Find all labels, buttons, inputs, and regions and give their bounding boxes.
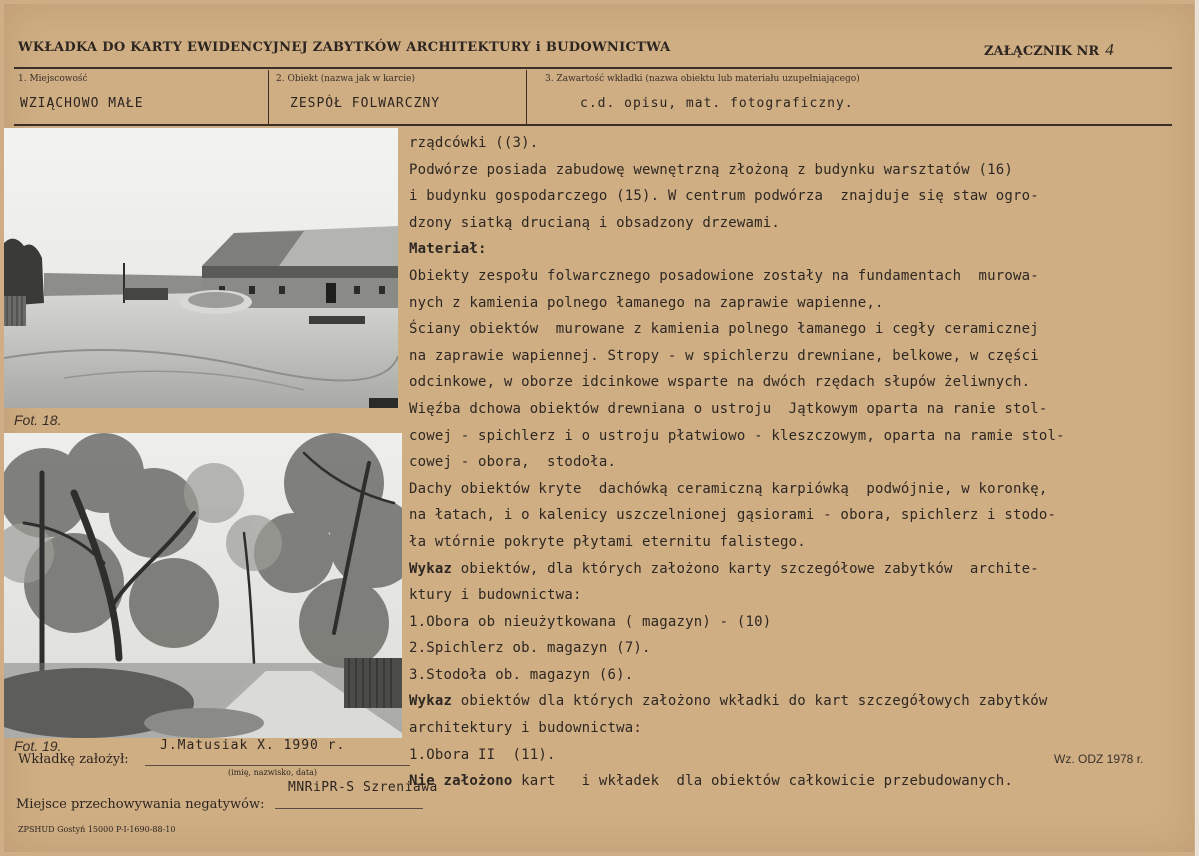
annex-label-text: ZAŁĄCZNIK NR [984,44,1100,59]
text-line-content: na łatach, i o kalenicy uszczelnionej gąsiorami - obora, spichlerz i stodo- [409,507,1057,524]
text-line-content: Ściany obiektów murowane z kamienia polnego łamanego i cegły ceramicznej [409,321,1039,338]
description-text [409,130,1179,795]
annex-label [984,40,1114,60]
text-line [409,688,1179,715]
text-line [409,290,1179,317]
text-line-content: kart i wkładek dla obiektów całkowicie przebudowanych. [512,773,1014,790]
text-line-content: i budynku gospodarczego (15). W centrum podwórza znajduje się staw ogro- [409,188,1039,205]
text-line-content: Podwórze posiada zabudowę wewnętrzną złożoną z budynku warsztatów (16) [409,161,1014,178]
text-line-content: cowej - obora, stodoła. [409,454,617,471]
text-line [409,343,1179,370]
text-line [409,529,1179,556]
text-line-content: Więźba dchowa obiektów drewniana o ustroju Jątkowym oparta na ranie stol- [409,400,1048,417]
form-stamp: Wz. ODZ 1978 r. [1054,752,1144,766]
text-line-content: 1.Obora ob nieużytkowana ( magazyn) - (10) [409,613,772,630]
text-line [409,210,1179,237]
text-line [409,449,1179,476]
text-line-content: na zaprawie wapiennej. Stropy - w spichlerzu drewniane, belkowe, w części [409,347,1039,364]
text-line-content: obiektów dla których założono wkładki do kart szczegółowych zabytków [452,693,1048,710]
text-line-content: architektury i budownictwa: [409,720,642,737]
field-1-label: 1. Miejscowość [18,74,88,84]
field-3-label: 3. Zawartość wkładki (nazwa obiektu lub materiału uzupełniającego) [545,74,860,84]
text-line [409,236,1179,263]
text-line-content: Dachy obiektów kryte dachówką ceramiczną karpiówką podwójnie, w koronkę, [409,480,1048,497]
author-value: J.Matusiak X. 1990 r. [160,738,346,753]
text-line [409,556,1179,583]
annex-number: 4 [1105,40,1114,59]
text-line-heading: Materiał: [409,241,487,258]
field-3-value: c.d. opisu, mat. fotograficzny. [580,96,854,111]
text-line-content: rządcówki ((3). [409,135,539,151]
header-rule [14,67,1172,69]
fields-rule [14,124,1172,126]
print-info: ZPSHUD Gostyń 15000 P-I-1690-88-10 [18,825,176,834]
text-line-heading: Wykaz [409,693,453,710]
text-line-content: odcinkowe, w oborze idcinkowe wsparte na dwóch rzędach słupów żeliwnych. [409,374,1031,391]
text-line-content: dzony siatką drucianą i obsadzony drzewami. [409,214,781,231]
text-line-content: ła wtórnie pokryte płytami eternitu falistego. [409,533,806,550]
text-line [409,183,1179,210]
form-title: WKŁADKA DO KARTY EWIDENCYJNEJ ZABYTKÓW ARCHITEKTURY i BUDOWNICTWA [18,40,671,55]
field-2-label: 2. Obiekt (nazwa jak w karcie) [276,74,415,84]
text-line [409,476,1179,503]
text-line [409,662,1179,689]
text-line [409,609,1179,636]
photo-trees [4,433,402,738]
text-line [409,263,1179,290]
text-line [409,423,1179,450]
storage-line [275,808,423,809]
text-line [409,130,1179,157]
field-divider-1 [268,70,269,125]
text-line-content: Obiekty zespołu folwarcznego posadowione zostały na fundamentach murowa- [409,267,1039,284]
text-line-content: nych z kamienia polnego łamanego na zaprawie wapienne,. [409,294,884,311]
photo-1-caption: Fot. 18. [14,412,62,428]
text-line [409,369,1179,396]
text-line [409,768,1179,795]
text-line [409,396,1179,423]
storage-value: MNRiPR-S Szreniawa [288,780,438,795]
author-hint: (imię, nazwisko, data) [228,768,318,777]
text-line-content: 1.Obora II (11). [409,746,556,763]
text-line-heading: Nie założono [409,773,513,790]
text-line [409,502,1179,529]
text-line-content: obiektów, dla których założono karty szczegółowe zabytków archite- [452,560,1039,577]
text-line-content: cowej - spichlerz i o ustroju płatwiowo - kleszczowym, oparta na ramie stol- [409,427,1065,444]
card-edge [1195,0,1199,856]
text-line-heading: Wykaz [409,560,453,577]
field-1-value: WZIĄCHOWO MAŁE [20,96,144,111]
text-line [409,582,1179,609]
photo-farmyard [4,128,398,408]
text-line [409,157,1179,184]
storage-label: Miejsce przechowywania negatywów: [16,797,265,812]
text-line [409,715,1179,742]
text-line [409,316,1179,343]
author-label: Wkładkę założył: [18,752,129,767]
photo-2-caption: Fot. 19. [14,738,62,754]
text-line-content: 2.Spichlerz ob. magazyn (7). [409,640,651,657]
text-line-content: ktury i budownictwa: [409,587,582,604]
author-line [145,765,410,766]
field-2-value: ZESPÓŁ FOLWARCZNY [290,96,441,111]
text-line-content: 3.Stodoła ob. magazyn (6). [409,666,634,683]
field-divider-2 [526,70,527,125]
text-line [409,635,1179,662]
